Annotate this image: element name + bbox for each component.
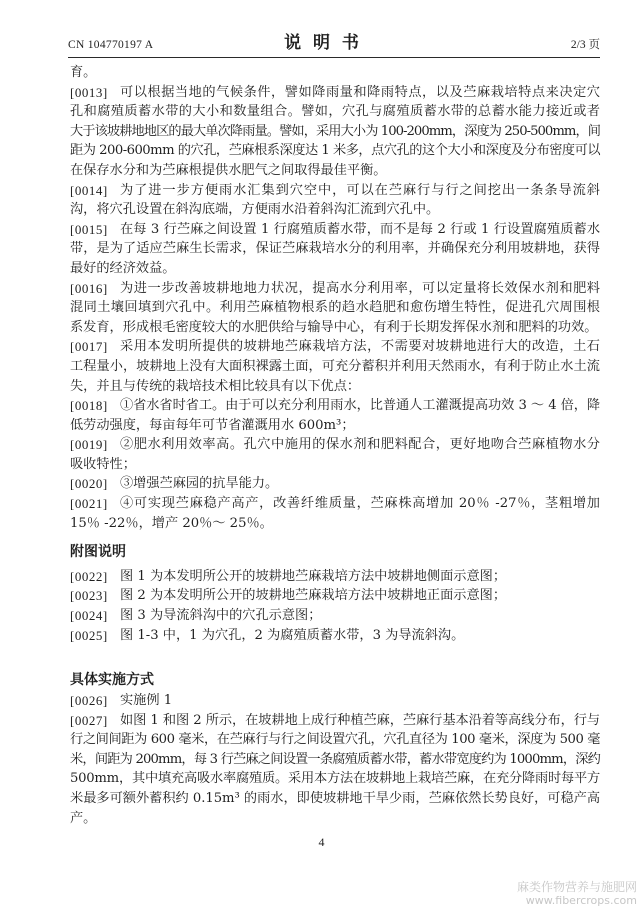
- paragraph-0019: [70, 435, 600, 474]
- paragraph-number: [0016]: [70, 280, 108, 296]
- paragraph-line: [70, 377, 600, 397]
- paragraph-line: [70, 161, 600, 181]
- paragraph-text: 在保存水分和为苎麻根提供水肥气之间取得最佳平衡。: [70, 162, 387, 178]
- paragraph-0013: [70, 83, 600, 181]
- paragraph-text: 在每 3 行苎麻之间设置 1 行腐殖质蓄水带，而不是每 2 行或 1 行设置腐殖质蓄水: [120, 221, 600, 237]
- watermark: [517, 880, 637, 908]
- paragraph-line: [70, 586, 600, 606]
- paragraph-number: [0017]: [70, 339, 108, 355]
- paragraph-text: 图 1-3 中，1 为穴孔，2 为腐殖质蓄水带，3 为导流斜沟。: [120, 627, 465, 643]
- paragraph-0024: [70, 606, 600, 626]
- paragraph-text: 为进一步改善坡耕地地力状况，提高水分利用率，可以定量将长效保水剂和肥料: [120, 280, 600, 296]
- page-number: 4: [318, 835, 325, 849]
- paragraph-0016: [70, 279, 600, 338]
- paragraph-number: [0026]: [70, 692, 108, 708]
- paragraph-line: [70, 239, 600, 259]
- paragraph-line: [70, 567, 600, 587]
- paragraph-text: 最好的经济效益。: [70, 260, 176, 276]
- paragraph-0021: [70, 494, 600, 533]
- paragraph-text: 带，是为了适应苎麻生长需求，保证苎麻栽培水分的利用率，并确保充分利用坡耕地，获得: [70, 241, 600, 257]
- paragraph-line: [70, 396, 600, 416]
- paragraph-0014: [70, 181, 600, 220]
- paragraph-line: [70, 626, 600, 646]
- paragraph-number: [0019]: [70, 437, 108, 453]
- paragraph-0022: [70, 567, 600, 587]
- paragraph-line: [70, 357, 600, 377]
- paragraph-number: [0022]: [70, 568, 108, 584]
- paragraph-text: 500mm，其中填充高吸水率腐殖质。采用本方法在坡耕地上栽培苎麻，在充分降雨时每平方: [70, 771, 600, 787]
- paragraph-text: 行之间间距为 600 毫米，在苎麻行与行之间设置穴孔，穴孔直径为 100 毫米，深度为 500 毫: [70, 732, 600, 748]
- paragraph-line: [70, 141, 600, 161]
- paragraph-text: 15％ -22％，增产 20％～ 25％。: [70, 515, 273, 531]
- paragraph-text: 米，间距为 200mm，每 3 行苎麻之间设置一条腐殖质蓄水带，蓄水带宽度约为 1000mm，深约: [70, 751, 600, 767]
- paragraph-text: 实施例 1: [120, 692, 173, 708]
- watermark-site-name: 麻类作物营养与施肥网: [516, 880, 637, 894]
- paragraph-text: 系发育，形成根毛密度较大的水肥供给与输导中心，有利于长期发挥保水剂和肥料的功效。: [70, 319, 598, 335]
- section-heading-embodiments: 具体实施方式: [70, 671, 154, 688]
- header-rule: [68, 57, 600, 58]
- paragraph-number: [0015]: [70, 221, 108, 237]
- paragraph-text: 图 1 为本发明所公开的坡耕地苎麻栽培方法中坡耕地侧面示意图；: [120, 568, 507, 584]
- paragraph-line: [70, 298, 600, 318]
- paragraph-text: 可以根据当地的气候条件，譬如降雨量和降雨特点，以及苎麻栽培特点来决定穴: [120, 84, 600, 100]
- paragraph-line: [70, 789, 600, 809]
- paragraph-number: [0013]: [70, 84, 108, 100]
- section-description: [70, 63, 600, 533]
- paragraph-line: [70, 102, 600, 122]
- paragraph-line: [70, 711, 600, 731]
- paragraph-number: [0023]: [70, 588, 108, 604]
- paragraph-line: [70, 181, 600, 201]
- paragraph-0025: [70, 626, 600, 646]
- paragraph-line: [70, 514, 600, 534]
- paragraph-line: [70, 474, 600, 494]
- paragraph-text: 吸收特性；: [70, 456, 136, 472]
- paragraph-continued: [70, 63, 600, 83]
- paragraph-line: [70, 63, 600, 83]
- paragraph-text: 为了进一步方便雨水汇集到穴空中，可以在苎麻行与行之间挖出一条条导流斜: [120, 182, 600, 198]
- paragraph-line: [70, 318, 600, 338]
- paragraph-line: [70, 337, 600, 357]
- paragraph-number: [0027]: [70, 712, 108, 728]
- paragraph-text: 如图 1 和图 2 所示，在坡耕地上成行种植苎麻，苎麻行基本沿着等高线分布，行与: [120, 712, 600, 728]
- paragraph-line: [70, 220, 600, 240]
- paragraph-0026: [70, 691, 600, 711]
- paragraph-line: [70, 259, 600, 279]
- paragraph-text: 孔和腐殖质蓄水带的大小和数量组合。譬如，穴孔与腐殖质蓄水带的总蓄水能力接近或者: [70, 104, 600, 120]
- document-title: 说 明 书: [284, 33, 362, 53]
- paragraph-text: 距为 200-600mm 的穴孔，苎麻根系深度达 1 米多，点穴孔的这个大小和深度及分布密度可以: [70, 143, 600, 159]
- paragraph-0017: [70, 337, 600, 396]
- paragraph-text: 图 2 为本发明所公开的坡耕地苎麻栽培方法中坡耕地正面示意图；: [120, 588, 507, 604]
- paragraph-text: 混同土壤回填到穴孔中。利用苎麻植物根系的趋水趋肥和愈伤增生特性，促进孔穴周围根: [70, 300, 600, 316]
- section-embodiments: [70, 691, 600, 828]
- paragraph-0023: [70, 586, 600, 606]
- paragraph-text: ④可实现苎麻稳产高产，改善纤维质量，苎麻株高增加 20％ -27％，茎粗增加: [120, 496, 600, 512]
- paragraph-line: [70, 435, 600, 455]
- paragraph-number: [0025]: [70, 627, 108, 643]
- paragraph-0015: [70, 220, 600, 279]
- paragraph-number: [0018]: [70, 398, 108, 414]
- paragraph-line: [70, 200, 600, 220]
- paragraph-text: ②肥水利用效率高。孔穴中施用的保水剂和肥料配合，更好地吻合苎麻植物水分: [120, 437, 600, 453]
- paragraph-0018: [70, 396, 600, 435]
- paragraph-line: [70, 494, 600, 514]
- paragraph-line: [70, 122, 600, 142]
- watermark-url: www.fibercrops.com: [525, 894, 637, 907]
- paragraph-text: ③增强苎麻园的抗旱能力。: [120, 476, 279, 492]
- page-count: 2/3 页: [570, 39, 600, 51]
- document-body: [70, 63, 600, 828]
- paragraph-number: [0014]: [70, 182, 108, 198]
- paragraph-number: [0020]: [70, 476, 108, 492]
- paragraph-text: 工程量小，坡耕地上没有大面积裸露土面，可充分蓄积并利用天然雨水，有利于防止水土流: [70, 358, 600, 374]
- paragraph-number: [0021]: [70, 496, 108, 512]
- paragraph-text: 失，并且与传统的栽培技术相比较具有以下优点：: [70, 378, 361, 394]
- paragraph-text: 米最多可额外蓄积约 0.15m³ 的雨水，即使坡耕地干旱少雨，苎麻依然长势良好，可稳产高: [70, 790, 600, 806]
- paragraph-0020: [70, 474, 600, 494]
- paragraph-line: [70, 730, 600, 750]
- paragraph-line: [70, 769, 600, 789]
- paragraph-line: [70, 83, 600, 103]
- paragraph-text: 育。: [70, 65, 97, 80]
- paragraph-line: [70, 416, 600, 436]
- paragraph-text: 低劳动强度，每亩每年可节省灌溉用水 600m³；: [70, 417, 355, 433]
- paragraph-line: [70, 691, 600, 711]
- paragraph-text: 产。: [70, 810, 97, 826]
- paragraph-line: [70, 809, 600, 829]
- paragraph-text: 采用本发明所提供的坡耕地苎麻栽培方法，不需要对坡耕地进行大的改造，土石: [120, 339, 600, 355]
- paragraph-line: [70, 606, 600, 626]
- paragraph-line: [70, 750, 600, 770]
- paragraph-number: [0024]: [70, 608, 108, 624]
- paragraph-text: 大于该坡耕地地区的最大单次降雨量。譬如，采用大小为 100-200mm，深度为 250-500mm，间: [70, 123, 600, 139]
- paragraph-line: [70, 455, 600, 475]
- paragraph-text: 图 3 为导流斜沟中的穴孔示意图；: [120, 608, 322, 624]
- paragraph-0027: [70, 711, 600, 829]
- paragraph-text: 沟，将穴孔设置在斜沟底端，方便雨水沿着斜沟汇流到穴孔中。: [70, 202, 440, 218]
- paragraph-line: [70, 279, 600, 299]
- section-figures: [70, 567, 600, 645]
- publication-number: CN 104770197 A: [68, 39, 154, 51]
- paragraph-text: ①省水省时省工。由于可以充分利用雨水，比普通人工灌溉提高功效 3 ～ 4 倍，降: [120, 398, 600, 414]
- section-heading-figures: 附图说明: [70, 543, 126, 560]
